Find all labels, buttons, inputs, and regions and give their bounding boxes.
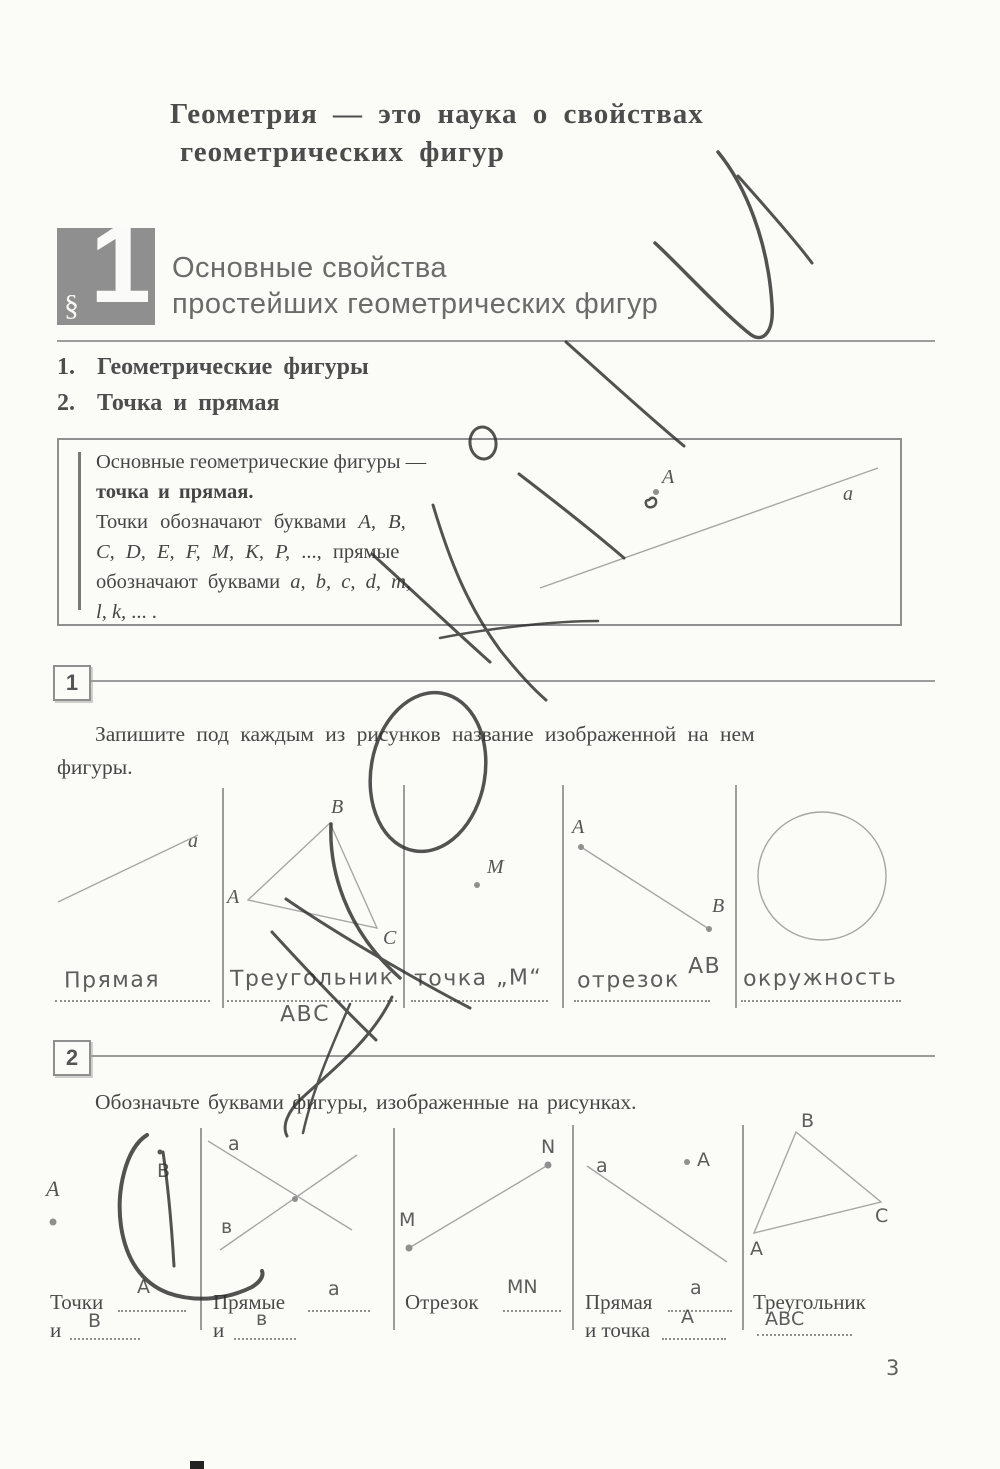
- task2-A2-dot: [684, 1159, 690, 1165]
- task2-answer-p3: МN: [507, 1276, 538, 1298]
- task1-point-M-label: M: [487, 856, 504, 878]
- section-heading-line1: Основные свойства: [172, 252, 448, 284]
- scribble-descender-1: [285, 997, 392, 1136]
- task2-B-handwritten-dot: [158, 1150, 163, 1155]
- task2-point2-A-handwritten: А: [697, 1149, 710, 1171]
- pen-scribbles: [120, 152, 815, 1299]
- task2-segment-N-handwritten: N: [541, 1136, 556, 1158]
- task2-triangle: [754, 1132, 881, 1233]
- task2-caption-points-and: и: [50, 1318, 62, 1342]
- task1-answer-circle: окружность: [742, 965, 898, 992]
- definition-line5b: a, b, c, d, m,: [290, 571, 412, 593]
- definition-line5a: обозначают буквами: [96, 571, 291, 593]
- task2-segment-M-handwritten: М: [399, 1209, 416, 1231]
- section-number: 1: [89, 203, 151, 326]
- task2-line-a: [208, 1141, 352, 1230]
- scribble-loop-inner: [163, 1152, 174, 1266]
- task1-point-M-dot: [474, 882, 480, 888]
- toc-item-2-text: Точка и прямая: [97, 390, 280, 416]
- task1-triangle-A-label: A: [227, 886, 240, 908]
- task2-caption-lines-and: и: [213, 1318, 225, 1342]
- toc-item-2-num: 2.: [57, 390, 75, 416]
- task2-answer-p4a: а: [690, 1277, 702, 1299]
- paragraph-symbol: §: [64, 289, 79, 322]
- task2-answer-p2a: а: [328, 1278, 340, 1300]
- definition-point-A-label: A: [662, 466, 675, 488]
- task1-segment-B-dot: [706, 926, 712, 932]
- task1-segment-B-label: B: [712, 895, 725, 917]
- scribble-box-diagonal: [519, 474, 624, 558]
- task2-line-b-handwritten: в: [221, 1216, 233, 1238]
- task1-answer-segment: отрезок: [576, 967, 680, 994]
- task1-segment-ab: [581, 847, 709, 929]
- task2-triangle-A-handwritten: А: [750, 1238, 763, 1260]
- task2-N-dot: [545, 1162, 552, 1169]
- task2-point-B-handwritten: В: [157, 1160, 171, 1182]
- task2-instruction: Обозначьте буквами фигуры, изображенные на рисунках.: [95, 1090, 637, 1114]
- definition-line-a: [540, 468, 878, 588]
- definition-line4a: C, D, E, F, M, K, P,: [96, 541, 302, 563]
- scribble-long-arc: [433, 505, 546, 700]
- task1-answer-point: точка „М“: [413, 965, 543, 992]
- task2-line-a-handwritten: а: [228, 1133, 240, 1155]
- printed-figures: [58, 468, 889, 1262]
- definition-line3b: A, B,: [358, 511, 406, 533]
- task2-answer-p1a: А: [137, 1276, 150, 1298]
- task1-answer-segment-ab: АВ: [687, 953, 722, 980]
- scribble-blob-near-A: [646, 498, 656, 507]
- task1-answer-triangle: Треугольник: [229, 965, 395, 992]
- task2-answer-p2b: в: [256, 1308, 268, 1330]
- printed-dots: [50, 489, 713, 1252]
- definition-line-a-label: a: [843, 483, 853, 505]
- definition-line1: Основные геометрические фигуры —: [96, 451, 427, 473]
- scribble-loop: [120, 1135, 263, 1299]
- task2-M-dot: [406, 1245, 413, 1252]
- scribble-descender-2: [303, 1004, 350, 1133]
- task1-triangle-C-label: C: [383, 927, 397, 949]
- task1-instruction-line1: Запишите под каждым из рисунков название изображенной на нем: [95, 722, 755, 746]
- task1-number: 1: [65, 670, 79, 695]
- scribble-arc-heading: [566, 342, 684, 446]
- task1-segment-A-label: A: [572, 816, 585, 838]
- task1-answer-triangle-abc: АВС: [279, 1001, 331, 1028]
- task2-point-A-printed-label: A: [46, 1176, 60, 1201]
- task2-number: 2: [65, 1045, 79, 1070]
- task2-answer-p5: АВС: [765, 1308, 805, 1330]
- task2-point-A-dot: [50, 1219, 57, 1226]
- task2-cross-dot: [292, 1196, 298, 1202]
- task1-answer-line: Прямая: [63, 967, 161, 994]
- definition-line2: точка и прямая.: [96, 481, 254, 503]
- scribble-top-hook: [655, 152, 772, 337]
- scribble-horizontal: [440, 621, 598, 638]
- definition-line6a: l, k,: [96, 601, 132, 623]
- task2-line2-a-handwritten: а: [596, 1155, 608, 1177]
- task2-triangle-C-handwritten: С: [875, 1205, 889, 1227]
- task2-line-a2: [587, 1166, 727, 1262]
- scribble-top-slash: [738, 176, 812, 263]
- page-number: 3: [886, 1356, 900, 1380]
- task2-triangle-B-handwritten: В: [801, 1110, 815, 1132]
- toc-item-1-text: Геометрические фигуры: [97, 354, 369, 380]
- task2-answer-p1b: В: [88, 1310, 102, 1332]
- page-title-line2: геометрических фигур: [180, 136, 505, 168]
- task2-caption-triangle: Треугольник: [753, 1290, 866, 1314]
- task1-instruction-line2: фигуры.: [57, 755, 133, 779]
- page-title-line1: Геометрия — это наука о свойствах: [170, 98, 704, 130]
- definition-line4b: ..., прямые: [301, 541, 400, 563]
- task2-segment-mn: [409, 1165, 548, 1248]
- task1-line-a: [58, 835, 198, 902]
- task2-answer-p4b: А: [681, 1306, 694, 1328]
- definition-point-A-dot: [653, 489, 659, 495]
- task1-triangle-B-label: B: [331, 796, 344, 818]
- definition-line6b: ... .: [131, 601, 157, 623]
- task1-line-a-label: a: [188, 830, 198, 852]
- task2-line-b: [220, 1155, 357, 1250]
- task2-caption-line-point2: и точка: [585, 1318, 651, 1342]
- scribble-small-o: [468, 425, 498, 460]
- toc-item-1-num: 1.: [57, 354, 75, 380]
- task2-caption-points: Точки: [50, 1290, 104, 1314]
- section-heading-line2: простейших геометрических фигур: [172, 288, 659, 320]
- task1-triangle: [248, 823, 377, 928]
- task2-caption-line-point: Прямая: [585, 1290, 653, 1314]
- task2-caption-segment: Отрезок: [405, 1290, 479, 1314]
- task2-caption-lines: Прямые: [213, 1290, 286, 1314]
- definition-line3a: Точки обозначают буквами: [96, 511, 359, 533]
- scribble-big-oval: [358, 683, 498, 860]
- task1-segment-A-dot: [578, 844, 584, 850]
- scribble-slash-2: [272, 932, 376, 1040]
- task1-circle: [758, 812, 886, 940]
